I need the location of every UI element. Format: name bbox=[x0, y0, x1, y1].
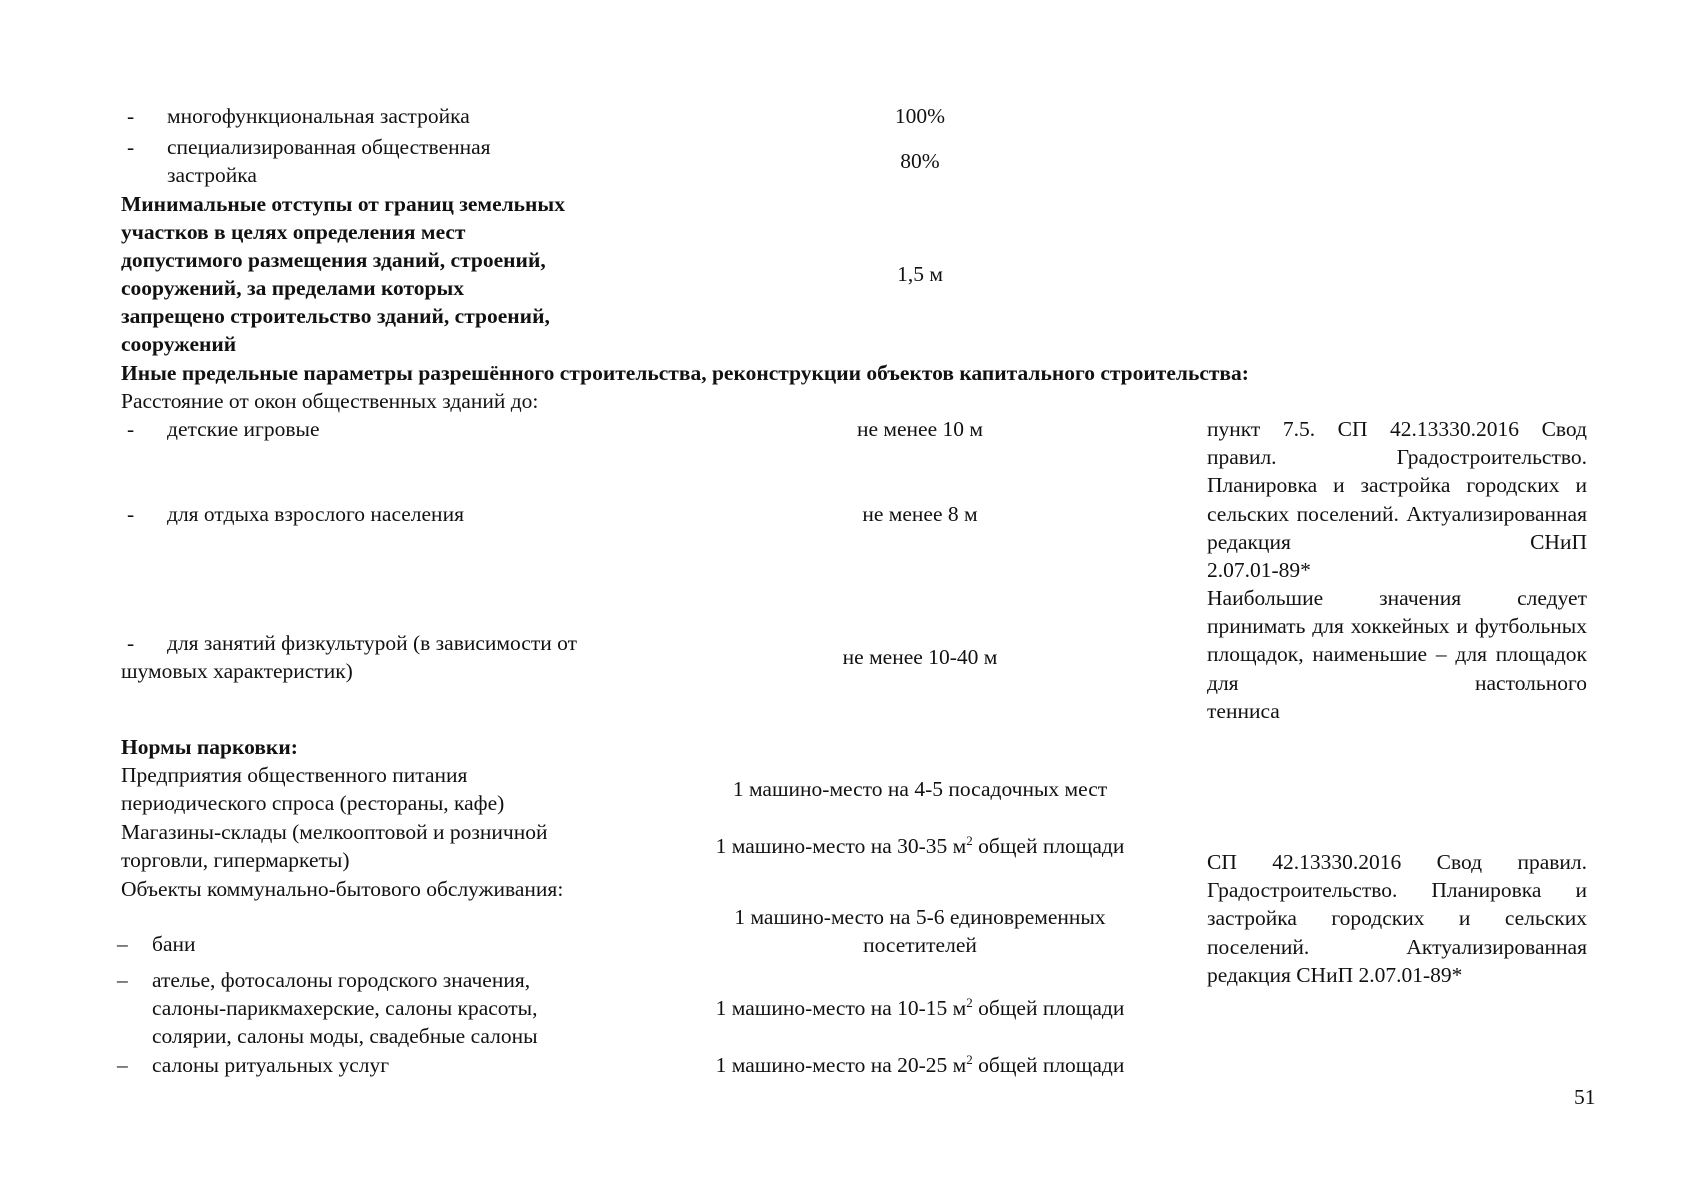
other-params-heading: Иные предельные параметры разрешённого строительства, реконструкции объектов капитального строительства: bbox=[121, 361, 1249, 385]
parking-stores-label-1: Магазины-склады (мелкооптовой и розничной bbox=[121, 820, 548, 844]
distance-note-text: Наибольшие значения следует принимать для хоккейных и футбольных площадок, наименьшие – для площадок для настольного bbox=[1207, 586, 1587, 695]
parking-stores-label-2: торговли, гипермаркеты) bbox=[121, 848, 350, 872]
multifunctional-value: 100% bbox=[894, 104, 946, 128]
value-text: 1 машино-место на 10-15 м bbox=[715, 996, 967, 1020]
distance-reference bbox=[1207, 415, 1587, 584]
value-text: общей площади bbox=[972, 996, 1125, 1020]
distance-intro: Расстояние от окон общественных зданий до: bbox=[121, 389, 539, 413]
superscript: 2 bbox=[966, 1051, 973, 1067]
setback-label-2: участков в целях определения мест bbox=[121, 220, 466, 244]
distance-playgrounds-label: детские игровые bbox=[167, 417, 320, 441]
superscript: 2 bbox=[966, 994, 973, 1010]
distance-sports-label-2: шумовых характеристик) bbox=[121, 659, 353, 683]
list-dash: - bbox=[127, 417, 135, 441]
distance-reference-text: пункт 7.5. СП 42.13330.2016 Свод правил. Градостроительство. Планировка и застройка городских и сельских поселений. Актуализированная редакция СНиП bbox=[1207, 417, 1587, 554]
value-text: общей площади bbox=[972, 834, 1125, 858]
value-text: 1 машино-место на 20-25 м bbox=[715, 1053, 967, 1077]
distance-adult-rest-label: для отдыха взрослого населения bbox=[167, 502, 464, 526]
parking-ateliers-label-2: салоны-парикмахерские, салоны красоты, bbox=[152, 996, 538, 1020]
parking-ateliers-label-3: солярии, салоны моды, свадебные салоны bbox=[152, 1024, 538, 1048]
parking-services-intro: Объекты коммунально-бытового обслуживания: bbox=[121, 877, 564, 901]
setback-label-1: Минимальные отступы от границ земельных bbox=[121, 192, 565, 216]
distance-sports-label-1: для занятий физкультурой (в зависимости от bbox=[167, 631, 577, 655]
parking-baths-value-1: 1 машино-место на 5-6 единовременных bbox=[734, 905, 1106, 929]
list-dash: – bbox=[117, 1053, 128, 1077]
setback-value: 1,5 м bbox=[897, 262, 943, 286]
setback-label-4: сооружений, за пределами которых bbox=[121, 276, 465, 300]
distance-note-last-line: тенниса bbox=[1207, 698, 1280, 723]
value-text: общей площади bbox=[972, 1053, 1125, 1077]
distance-note bbox=[1207, 584, 1587, 725]
parking-catering-value: 1 машино-место на 4-5 посадочных мест bbox=[732, 777, 1108, 801]
parking-stores-value bbox=[690, 832, 1150, 860]
parking-catering-label-1: Предприятия общественного питания bbox=[121, 763, 468, 787]
list-dash: - bbox=[127, 502, 135, 526]
parking-heading: Нормы парковки: bbox=[121, 735, 298, 759]
parking-baths-value-2: посетителей bbox=[863, 933, 977, 957]
setback-label-6: сооружений bbox=[121, 332, 237, 356]
list-dash: – bbox=[117, 932, 128, 956]
specialized-label-2: застройка bbox=[167, 163, 257, 187]
distance-playgrounds-value: не менее 10 м bbox=[856, 417, 984, 441]
value-text: 1 машино-место на 30-35 м bbox=[715, 834, 967, 858]
parking-funeral-label: салоны ритуальных услуг bbox=[152, 1053, 390, 1077]
multifunctional-label: многофункциональная застройка bbox=[167, 104, 470, 128]
parking-catering-label-2: периодического спроса (рестораны, кафе) bbox=[121, 791, 505, 815]
parking-reference-last-line: редакция СНиП 2.07.01-89* bbox=[1207, 962, 1463, 987]
page-number: 51 bbox=[1574, 1085, 1596, 1109]
list-dash: - bbox=[127, 135, 135, 159]
distance-adult-rest-value: не менее 8 м bbox=[862, 502, 978, 526]
list-dash: - bbox=[127, 104, 135, 128]
parking-baths-label: бани bbox=[152, 932, 196, 956]
superscript: 2 bbox=[966, 832, 973, 848]
parking-ateliers-value bbox=[690, 994, 1150, 1022]
parking-ateliers-label-1: ателье, фотосалоны городского значения, bbox=[152, 968, 531, 992]
specialized-label-1: специализированная общественная bbox=[167, 135, 491, 159]
setback-label-5: запрещено строительство зданий, строений, bbox=[121, 304, 550, 328]
specialized-value: 80% bbox=[900, 149, 940, 173]
list-dash: – bbox=[117, 968, 128, 992]
parking-funeral-value bbox=[690, 1051, 1150, 1079]
distance-sports-value: не менее 10-40 м bbox=[842, 645, 998, 669]
parking-reference bbox=[1207, 848, 1587, 989]
setback-label-3: допустимого размещения зданий, строений, bbox=[121, 248, 546, 272]
list-dash: - bbox=[127, 631, 135, 655]
parking-reference-text: СП 42.13330.2016 Свод правил. Градостроительство. Планировка и застройка городских и сельских поселений. Актуализированная bbox=[1207, 850, 1587, 959]
distance-reference-last-line: 2.07.01-89* bbox=[1207, 558, 1311, 583]
